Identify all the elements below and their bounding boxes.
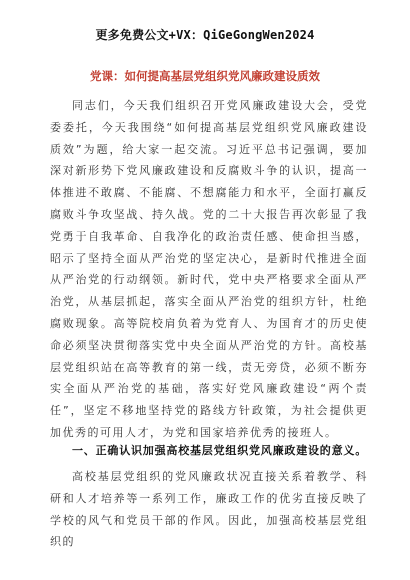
section-heading: 一、正确认识加强高校基层党组织党风廉政建设的意义。 (72, 444, 367, 457)
document-title: 党课：如何提高基层党组织党风廉政建设质效 (90, 69, 320, 83)
section-body (50, 466, 368, 553)
header-banner: 更多免费公文+VX：QiGeGongWen2024 (95, 28, 315, 42)
body-paragraph: 同志们，今天我们组织召开党风廉政建设大会，受党委委托，今天我围绕“如何提高基层党组织党风廉政建设质效”为题，给大家一起交流。习近平总书记强调，要加深对新形势下党风廉政建设和反腐败斗争的认识，提高一体推进不敢腐、不能腐、不想腐能力和水平，全面打赢反腐败斗争攻坚战、持久战。党的二十大报告再次彰显了我党勇于自我革命、自我净化的政治责任感、使命担当感，昭示了坚持全面从严治党的坚定决心，是新时代推进全面从严治党的行动纲领。新时代，党中央严格要求全面从严治党，从基层抓起，落实全面从严治党的组织方针，杜绝腐败现象。高等院校肩负着为党育人、为国育才的历史使命必须坚决贯彻落实党中央全面从严治党的方针。高校基层党组织站在高等教育的第一线，责无旁贷，必须不断夯实全面从严治党的基础，落实好党风廉政建设“两个责任”，坚定不移地坚持党的路线方针政策，为社会提供更加优秀的可用人才，为党和国家培养优秀的接班人。 (50, 99, 368, 439)
section-paragraph: 高校基层党组织的党风廉政状况直接关系着教学、科研和人才培养等一系列工作，廉政工作的优劣直接反映了学校的风气和党员干部的作风。因此，加强高校基层党组织的 (50, 470, 368, 549)
document-body (50, 95, 368, 444)
